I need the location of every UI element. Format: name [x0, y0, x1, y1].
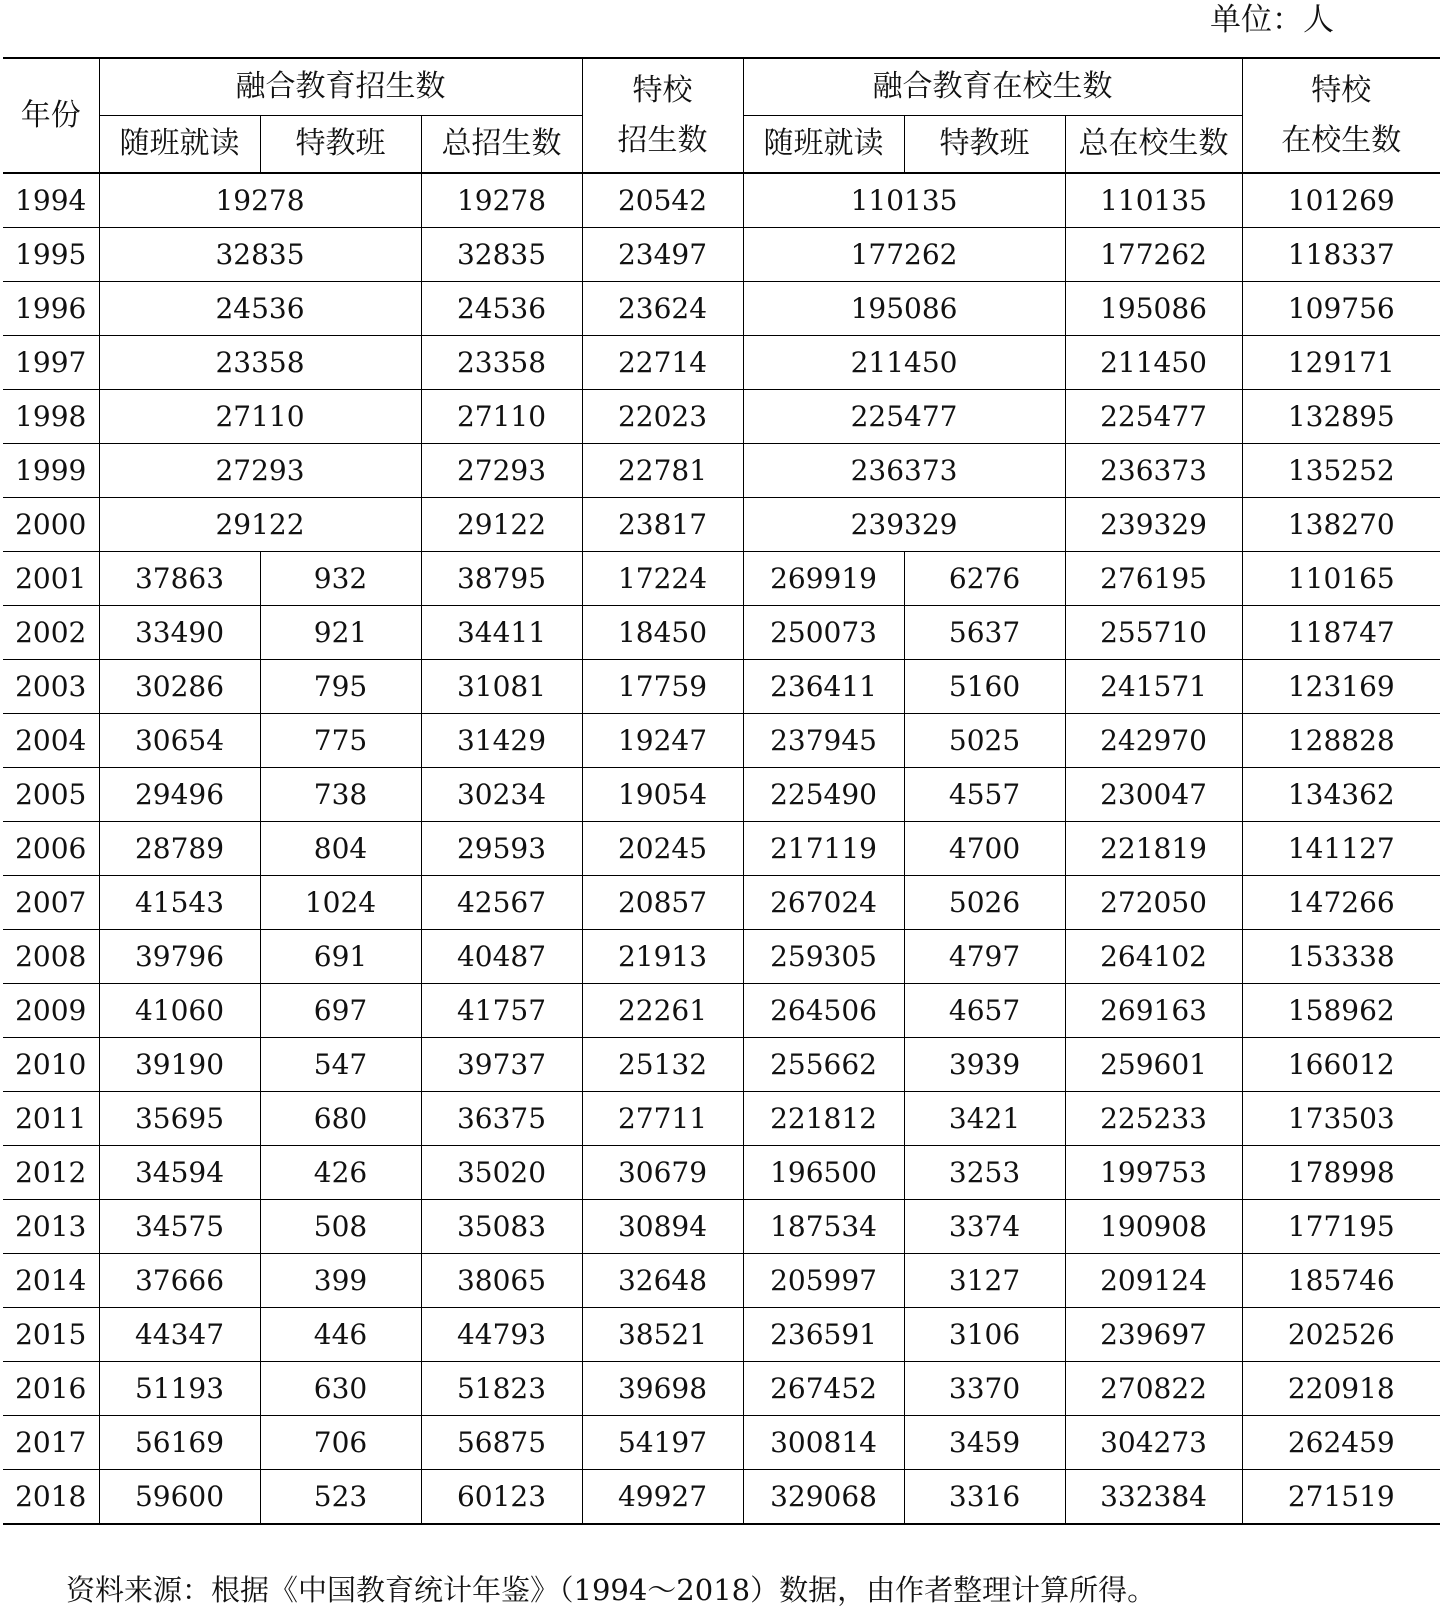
enroll-combined-cell: 32835 — [99, 228, 421, 282]
header-special-inschool-line2: 在校生数 — [1281, 122, 1402, 158]
inschool-regular-cell: 237945 — [743, 714, 904, 768]
inschool-total-cell: 304273 — [1065, 1416, 1242, 1470]
special-enroll-cell: 22261 — [582, 984, 743, 1038]
special-inschool-cell: 110165 — [1242, 552, 1440, 606]
inschool-combined-cell: 211450 — [743, 336, 1065, 390]
enroll-total-cell: 41757 — [421, 984, 582, 1038]
inschool-special-class-cell: 3374 — [904, 1200, 1065, 1254]
table-row — [3, 1308, 1440, 1362]
special-enroll-cell: 18450 — [582, 606, 743, 660]
enroll-combined-cell: 23358 — [99, 336, 421, 390]
special-enroll-cell: 54197 — [582, 1416, 743, 1470]
inschool-total-cell: 242970 — [1065, 714, 1242, 768]
enroll-combined-cell: 19278 — [99, 173, 421, 228]
inschool-combined-cell: 195086 — [743, 282, 1065, 336]
enroll-total-cell: 39737 — [421, 1038, 582, 1092]
inschool-regular-cell: 225490 — [743, 768, 904, 822]
year-cell: 2012 — [3, 1146, 99, 1200]
enroll-special-class-cell: 523 — [260, 1470, 421, 1525]
special-inschool-cell: 202526 — [1242, 1308, 1440, 1362]
year-cell: 2000 — [3, 498, 99, 552]
inschool-regular-cell: 205997 — [743, 1254, 904, 1308]
year-cell: 2005 — [3, 768, 99, 822]
inschool-special-class-cell: 4700 — [904, 822, 1065, 876]
special-inschool-cell: 158962 — [1242, 984, 1440, 1038]
special-enroll-cell: 23624 — [582, 282, 743, 336]
year-cell: 2007 — [3, 876, 99, 930]
year-cell: 2018 — [3, 1470, 99, 1525]
table-row — [3, 822, 1440, 876]
special-inschool-cell: 134362 — [1242, 768, 1440, 822]
enroll-regular-cell: 39796 — [99, 930, 260, 984]
table-row — [3, 876, 1440, 930]
table-row — [3, 768, 1440, 822]
enroll-special-class-cell: 697 — [260, 984, 421, 1038]
inschool-total-cell: 272050 — [1065, 876, 1242, 930]
inschool-total-cell: 239329 — [1065, 498, 1242, 552]
year-cell: 2003 — [3, 660, 99, 714]
inschool-regular-cell: 259305 — [743, 930, 904, 984]
enroll-regular-cell: 59600 — [99, 1470, 260, 1525]
enroll-total-cell: 42567 — [421, 876, 582, 930]
source-note: 资料来源：根据《中国教育统计年鉴》（1994～2018）数据，由作者整理计算所得。 — [66, 1573, 1157, 1607]
inschool-total-cell: 225233 — [1065, 1092, 1242, 1146]
year-cell: 2013 — [3, 1200, 99, 1254]
table-row — [3, 390, 1440, 444]
inschool-total-cell: 195086 — [1065, 282, 1242, 336]
enroll-special-class-cell: 426 — [260, 1146, 421, 1200]
table-row — [3, 1092, 1440, 1146]
special-enroll-cell: 27711 — [582, 1092, 743, 1146]
table-row — [3, 1254, 1440, 1308]
enroll-total-cell: 51823 — [421, 1362, 582, 1416]
enroll-special-class-cell: 738 — [260, 768, 421, 822]
special-enroll-cell: 21913 — [582, 930, 743, 984]
inschool-total-cell: 332384 — [1065, 1470, 1242, 1525]
inschool-regular-cell: 269919 — [743, 552, 904, 606]
inschool-special-class-cell: 3253 — [904, 1146, 1065, 1200]
table-row — [3, 984, 1440, 1038]
enroll-total-cell: 60123 — [421, 1470, 582, 1525]
special-inschool-cell: 173503 — [1242, 1092, 1440, 1146]
inschool-regular-cell: 264506 — [743, 984, 904, 1038]
enroll-total-cell: 19278 — [421, 173, 582, 228]
special-enroll-cell: 19247 — [582, 714, 743, 768]
table-row — [3, 1038, 1440, 1092]
enroll-regular-cell: 41060 — [99, 984, 260, 1038]
inschool-regular-cell: 329068 — [743, 1470, 904, 1525]
special-inschool-cell: 101269 — [1242, 173, 1440, 228]
special-inschool-cell: 135252 — [1242, 444, 1440, 498]
table-row — [3, 1416, 1440, 1470]
year-cell: 1998 — [3, 390, 99, 444]
enroll-total-cell: 29122 — [421, 498, 582, 552]
header-enroll-special-class: 特教班 — [260, 116, 421, 174]
inschool-total-cell: 177262 — [1065, 228, 1242, 282]
inschool-special-class-cell: 3370 — [904, 1362, 1065, 1416]
header-year: 年份 — [3, 58, 99, 173]
header-special-enroll — [582, 58, 743, 173]
inschool-total-cell: 230047 — [1065, 768, 1242, 822]
enroll-total-cell: 56875 — [421, 1416, 582, 1470]
year-cell: 2001 — [3, 552, 99, 606]
special-inschool-cell: 109756 — [1242, 282, 1440, 336]
enroll-regular-cell: 34575 — [99, 1200, 260, 1254]
inschool-total-cell: 255710 — [1065, 606, 1242, 660]
table-row — [3, 660, 1440, 714]
special-enroll-cell: 25132 — [582, 1038, 743, 1092]
inschool-combined-cell: 236373 — [743, 444, 1065, 498]
enroll-total-cell: 27293 — [421, 444, 582, 498]
year-cell: 1996 — [3, 282, 99, 336]
special-enroll-cell: 22781 — [582, 444, 743, 498]
year-cell: 1994 — [3, 173, 99, 228]
inschool-special-class-cell: 4797 — [904, 930, 1065, 984]
enroll-regular-cell: 39190 — [99, 1038, 260, 1092]
inschool-combined-cell: 225477 — [743, 390, 1065, 444]
table-row — [3, 606, 1440, 660]
special-inschool-cell: 138270 — [1242, 498, 1440, 552]
enroll-regular-cell: 33490 — [99, 606, 260, 660]
inschool-total-cell: 259601 — [1065, 1038, 1242, 1092]
inschool-special-class-cell: 3939 — [904, 1038, 1065, 1092]
header-special-enroll-line1: 特校 — [632, 72, 693, 108]
enroll-combined-cell: 29122 — [99, 498, 421, 552]
inschool-special-class-cell: 3459 — [904, 1416, 1065, 1470]
special-inschool-cell: 147266 — [1242, 876, 1440, 930]
inschool-special-class-cell: 5160 — [904, 660, 1065, 714]
header-special-inschool — [1242, 58, 1440, 173]
inschool-combined-cell: 110135 — [743, 173, 1065, 228]
inschool-combined-cell: 239329 — [743, 498, 1065, 552]
special-inschool-cell: 177195 — [1242, 1200, 1440, 1254]
special-enroll-cell: 22023 — [582, 390, 743, 444]
enroll-regular-cell: 35695 — [99, 1092, 260, 1146]
enroll-special-class-cell: 921 — [260, 606, 421, 660]
special-inschool-cell: 128828 — [1242, 714, 1440, 768]
enroll-combined-cell: 27110 — [99, 390, 421, 444]
enroll-total-cell: 38065 — [421, 1254, 582, 1308]
inschool-regular-cell: 300814 — [743, 1416, 904, 1470]
enroll-regular-cell: 44347 — [99, 1308, 260, 1362]
enroll-special-class-cell: 775 — [260, 714, 421, 768]
special-inschool-cell: 262459 — [1242, 1416, 1440, 1470]
inschool-total-cell: 239697 — [1065, 1308, 1242, 1362]
enroll-special-class-cell: 691 — [260, 930, 421, 984]
special-enroll-cell: 30679 — [582, 1146, 743, 1200]
special-enroll-cell: 23497 — [582, 228, 743, 282]
table-row — [3, 1362, 1440, 1416]
enroll-combined-cell: 27293 — [99, 444, 421, 498]
inschool-total-cell: 199753 — [1065, 1146, 1242, 1200]
year-cell: 2014 — [3, 1254, 99, 1308]
enroll-total-cell: 44793 — [421, 1308, 582, 1362]
special-enroll-cell: 30894 — [582, 1200, 743, 1254]
header-special-inschool-line1: 特校 — [1311, 72, 1372, 108]
inschool-total-cell: 221819 — [1065, 822, 1242, 876]
unit-label: 单位：人 — [1210, 2, 1334, 38]
table-row — [3, 552, 1440, 606]
inschool-special-class-cell: 6276 — [904, 552, 1065, 606]
enroll-special-class-cell: 630 — [260, 1362, 421, 1416]
inschool-total-cell: 276195 — [1065, 552, 1242, 606]
special-enroll-cell: 38521 — [582, 1308, 743, 1362]
enroll-total-cell: 35083 — [421, 1200, 582, 1254]
special-enroll-cell: 39698 — [582, 1362, 743, 1416]
inschool-total-cell: 241571 — [1065, 660, 1242, 714]
inschool-regular-cell: 255662 — [743, 1038, 904, 1092]
inschool-special-class-cell: 4657 — [904, 984, 1065, 1038]
inschool-total-cell: 264102 — [1065, 930, 1242, 984]
special-enroll-cell: 20542 — [582, 173, 743, 228]
special-inschool-cell: 153338 — [1242, 930, 1440, 984]
enroll-special-class-cell: 446 — [260, 1308, 421, 1362]
year-cell: 2008 — [3, 930, 99, 984]
inschool-regular-cell: 250073 — [743, 606, 904, 660]
table-body — [3, 173, 1440, 1524]
header-inschool-regular: 随班就读 — [743, 116, 904, 174]
enroll-special-class-cell: 1024 — [260, 876, 421, 930]
inschool-regular-cell: 221812 — [743, 1092, 904, 1146]
inschool-special-class-cell: 5637 — [904, 606, 1065, 660]
table-row — [3, 228, 1440, 282]
inschool-total-cell: 190908 — [1065, 1200, 1242, 1254]
inschool-total-cell: 110135 — [1065, 173, 1242, 228]
year-cell: 1995 — [3, 228, 99, 282]
enroll-total-cell: 23358 — [421, 336, 582, 390]
year-cell: 2004 — [3, 714, 99, 768]
enroll-special-class-cell: 508 — [260, 1200, 421, 1254]
enroll-total-cell: 40487 — [421, 930, 582, 984]
enroll-regular-cell: 29496 — [99, 768, 260, 822]
special-enroll-cell: 19054 — [582, 768, 743, 822]
inschool-total-cell: 269163 — [1065, 984, 1242, 1038]
special-inschool-cell: 166012 — [1242, 1038, 1440, 1092]
special-inschool-cell: 178998 — [1242, 1146, 1440, 1200]
enroll-total-cell: 30234 — [421, 768, 582, 822]
table-row — [3, 444, 1440, 498]
special-inschool-cell: 185746 — [1242, 1254, 1440, 1308]
enroll-total-cell: 31081 — [421, 660, 582, 714]
enroll-total-cell: 34411 — [421, 606, 582, 660]
header-enroll-regular: 随班就读 — [99, 116, 260, 174]
table-header — [3, 58, 1440, 173]
inschool-regular-cell: 267024 — [743, 876, 904, 930]
special-inschool-cell: 220918 — [1242, 1362, 1440, 1416]
special-enroll-cell: 23817 — [582, 498, 743, 552]
special-inschool-cell: 118337 — [1242, 228, 1440, 282]
enroll-total-cell: 36375 — [421, 1092, 582, 1146]
inschool-total-cell: 270822 — [1065, 1362, 1242, 1416]
inschool-total-cell: 209124 — [1065, 1254, 1242, 1308]
inschool-special-class-cell: 3127 — [904, 1254, 1065, 1308]
special-enroll-cell: 22714 — [582, 336, 743, 390]
enroll-regular-cell: 41543 — [99, 876, 260, 930]
inschool-combined-cell: 177262 — [743, 228, 1065, 282]
special-enroll-cell: 32648 — [582, 1254, 743, 1308]
inschool-special-class-cell: 3106 — [904, 1308, 1065, 1362]
enroll-combined-cell: 24536 — [99, 282, 421, 336]
enroll-total-cell: 24536 — [421, 282, 582, 336]
special-enroll-cell: 17224 — [582, 552, 743, 606]
special-inschool-cell: 123169 — [1242, 660, 1440, 714]
enroll-special-class-cell: 680 — [260, 1092, 421, 1146]
inschool-regular-cell: 187534 — [743, 1200, 904, 1254]
inschool-regular-cell: 236591 — [743, 1308, 904, 1362]
year-cell: 2017 — [3, 1416, 99, 1470]
enroll-total-cell: 38795 — [421, 552, 582, 606]
table-row — [3, 930, 1440, 984]
special-inschool-cell: 141127 — [1242, 822, 1440, 876]
year-cell: 2006 — [3, 822, 99, 876]
year-cell: 2009 — [3, 984, 99, 1038]
enroll-regular-cell: 51193 — [99, 1362, 260, 1416]
inschool-total-cell: 225477 — [1065, 390, 1242, 444]
header-special-enroll-line2: 招生数 — [617, 122, 708, 158]
enroll-special-class-cell: 804 — [260, 822, 421, 876]
year-cell: 2015 — [3, 1308, 99, 1362]
inschool-regular-cell: 196500 — [743, 1146, 904, 1200]
enroll-total-cell: 32835 — [421, 228, 582, 282]
enroll-regular-cell: 34594 — [99, 1146, 260, 1200]
enroll-total-cell: 31429 — [421, 714, 582, 768]
year-cell: 2016 — [3, 1362, 99, 1416]
special-inschool-cell: 132895 — [1242, 390, 1440, 444]
special-inschool-cell: 129171 — [1242, 336, 1440, 390]
enroll-special-class-cell: 932 — [260, 552, 421, 606]
special-enroll-cell: 17759 — [582, 660, 743, 714]
inschool-special-class-cell: 3316 — [904, 1470, 1065, 1525]
enroll-total-cell: 35020 — [421, 1146, 582, 1200]
table-row — [3, 282, 1440, 336]
enroll-regular-cell: 56169 — [99, 1416, 260, 1470]
year-cell: 2010 — [3, 1038, 99, 1092]
table-row — [3, 173, 1440, 228]
inschool-regular-cell: 267452 — [743, 1362, 904, 1416]
special-enroll-cell: 49927 — [582, 1470, 743, 1525]
enroll-regular-cell: 37863 — [99, 552, 260, 606]
inschool-special-class-cell: 4557 — [904, 768, 1065, 822]
enroll-regular-cell: 30654 — [99, 714, 260, 768]
enroll-special-class-cell: 547 — [260, 1038, 421, 1092]
inschool-special-class-cell: 5026 — [904, 876, 1065, 930]
special-enroll-cell: 20857 — [582, 876, 743, 930]
header-inschool-special-class: 特教班 — [904, 116, 1065, 174]
special-enroll-cell: 20245 — [582, 822, 743, 876]
enroll-regular-cell: 28789 — [99, 822, 260, 876]
inschool-regular-cell: 217119 — [743, 822, 904, 876]
inschool-special-class-cell: 5025 — [904, 714, 1065, 768]
enroll-special-class-cell: 795 — [260, 660, 421, 714]
special-inschool-cell: 271519 — [1242, 1470, 1440, 1525]
year-cell: 1997 — [3, 336, 99, 390]
inschool-total-cell: 236373 — [1065, 444, 1242, 498]
year-cell: 2011 — [3, 1092, 99, 1146]
enroll-special-class-cell: 399 — [260, 1254, 421, 1308]
table-row — [3, 1146, 1440, 1200]
inschool-total-cell: 211450 — [1065, 336, 1242, 390]
enroll-regular-cell: 30286 — [99, 660, 260, 714]
table-row — [3, 714, 1440, 768]
table-row — [3, 1470, 1440, 1525]
enrollment-table — [3, 57, 1440, 1525]
table-row — [3, 336, 1440, 390]
enroll-regular-cell: 37666 — [99, 1254, 260, 1308]
table-row — [3, 498, 1440, 552]
header-inschool-group: 融合教育在校生数 — [743, 58, 1242, 116]
year-cell: 1999 — [3, 444, 99, 498]
header-inschool-total: 总在校生数 — [1065, 116, 1242, 174]
inschool-regular-cell: 236411 — [743, 660, 904, 714]
inschool-special-class-cell: 3421 — [904, 1092, 1065, 1146]
header-enroll-total: 总招生数 — [421, 116, 582, 174]
special-inschool-cell: 118747 — [1242, 606, 1440, 660]
enroll-total-cell: 29593 — [421, 822, 582, 876]
table-row — [3, 1200, 1440, 1254]
enroll-total-cell: 27110 — [421, 390, 582, 444]
enroll-special-class-cell: 706 — [260, 1416, 421, 1470]
header-enroll-group: 融合教育招生数 — [99, 58, 582, 116]
year-cell: 2002 — [3, 606, 99, 660]
